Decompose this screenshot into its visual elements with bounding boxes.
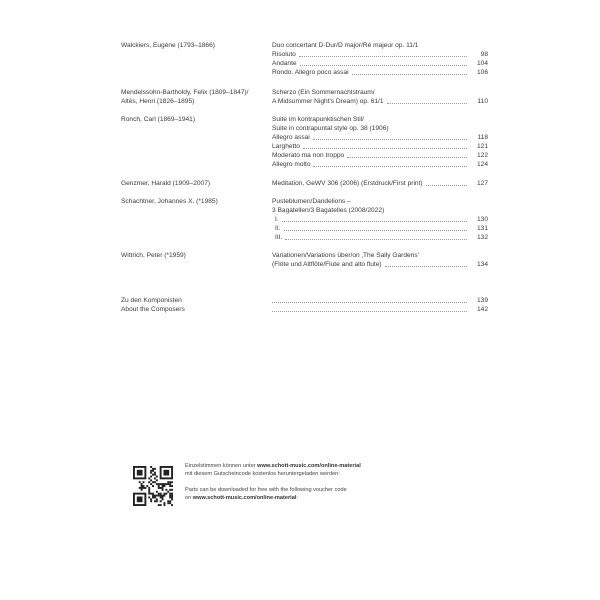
page-number: 122 (476, 152, 488, 159)
dot-leader (385, 260, 467, 267)
toc-line (272, 88, 488, 97)
appendix-title[interactable]: Zu den Komponisten (121, 297, 182, 304)
dot-leader (303, 142, 467, 149)
page-number: 127 (476, 180, 488, 187)
appendix-line (272, 305, 488, 314)
toc-line[interactable] (272, 224, 488, 233)
work-title: Variationen/Variations über/on ‚The Sally Gardens' (272, 252, 419, 259)
dot-leader (300, 59, 467, 66)
toc-line (272, 305, 488, 314)
work-list (272, 179, 488, 188)
composer-name: Genzmer, Harald (1909–2007) (121, 180, 211, 187)
page-number: 130 (476, 216, 488, 223)
work-title: A Midsummer Night's Dream) op. 61/1 (272, 98, 384, 105)
toc-line (272, 124, 488, 133)
qr-code-icon (133, 466, 173, 506)
voucher-url-en[interactable]: www.schott-music.com/online-material (192, 495, 297, 501)
voucher-url-de[interactable]: www.schott-music.com/online-material (257, 463, 361, 469)
toc-line[interactable] (272, 50, 488, 59)
work-title: II. (275, 225, 281, 232)
toc-line[interactable] (272, 215, 488, 224)
work-title: Pusteblumen/Dandelions – (272, 198, 351, 205)
dot-leader (284, 224, 468, 231)
page-number: 121 (476, 143, 488, 150)
toc-line[interactable] (272, 160, 488, 169)
page-number: 142 (476, 306, 488, 313)
work-title: Duo concertant D-Dur/D major/Ré majeur op. 11/1 (272, 42, 419, 49)
toc-line[interactable] (272, 260, 488, 269)
voucher-text: mit diesem Gutscheincode kostenlos heruntergeladen werden: (185, 471, 340, 477)
dot-leader (352, 68, 467, 75)
voucher-line-en-1 (185, 486, 347, 494)
work-title: I. (275, 216, 279, 223)
work-title: Rondo. Allegro poco assai (272, 69, 349, 76)
toc-line[interactable] (272, 142, 488, 151)
work-title: 3 Bagatellen/3 Bagatelles (2008/2022) (272, 207, 385, 214)
work-title: Larghetto (272, 143, 300, 150)
work-title: Risoluto (272, 51, 296, 58)
work-title: Allegro molto (272, 161, 311, 168)
work-title: Suite in contrapuntal style op. 38 (1906) (272, 125, 389, 132)
toc-line (272, 41, 488, 50)
toc-line[interactable] (272, 233, 488, 242)
page-number: 139 (476, 297, 488, 304)
work-title: Allegro assai (272, 134, 310, 141)
dot-leader (272, 305, 467, 312)
toc-line (272, 197, 488, 206)
voucher-line-de-2 (185, 470, 340, 478)
page-number: 134 (476, 261, 488, 268)
appendix-title[interactable]: About the Composers (121, 306, 185, 313)
work-title: Andante (272, 60, 297, 67)
work-list (272, 41, 488, 77)
toc-line (272, 115, 488, 124)
toc-line (272, 206, 488, 215)
dot-leader (282, 215, 467, 222)
qr-code-graphic (133, 466, 173, 506)
dot-leader (387, 97, 467, 104)
voucher-text: Parts can be downloaded for free with the following voucher code (185, 487, 347, 493)
dot-leader (347, 151, 467, 158)
dot-leader (313, 160, 467, 167)
work-title: Scherzo (Ein Sommernachtstraum/ (272, 89, 375, 96)
dot-leader (313, 133, 467, 140)
toc-line (272, 296, 488, 305)
page-number: 104 (476, 60, 488, 67)
work-title: Suite im kontrapunktischen Stil/ (272, 116, 364, 123)
toc-line[interactable] (272, 133, 488, 142)
composer-name: Wittrich, Peter (*1959) (121, 252, 186, 259)
page-number: 124 (476, 161, 488, 168)
toc-line[interactable] (272, 68, 488, 77)
toc-line (272, 251, 488, 260)
work-title: (Flöte und Altflöte/Flute and alto flute) (272, 261, 382, 268)
voucher-text: on (185, 495, 193, 501)
toc-line[interactable] (272, 97, 488, 106)
composer-name: Schachtner, Johannes X. (*1985) (121, 198, 218, 205)
composer-name: Ronch, Carl (1869–1941) (121, 116, 196, 123)
dot-leader (426, 179, 467, 186)
dot-leader (272, 296, 467, 303)
toc-line[interactable] (272, 151, 488, 160)
toc-line[interactable] (272, 59, 488, 68)
work-list (272, 251, 488, 269)
composer-name: Mendelssohn-Bartholdy, Felix (1809–1847)/ Altès, Henri (1826–1895) (121, 89, 249, 105)
dot-leader (285, 233, 467, 240)
page-number: 98 (480, 51, 488, 58)
toc-line[interactable] (272, 179, 488, 188)
page-number: 118 (477, 134, 488, 141)
work-title: Meditation, GeWV 306 (2006) (Erstdruck/First print) (272, 180, 423, 187)
voucher-line-en-2 (185, 494, 298, 502)
composer-name: Walckiers, Eugène (1793–1866) (121, 42, 215, 49)
appendix-line (272, 296, 488, 305)
page-number: 106 (476, 69, 488, 76)
voucher-text: Einzelstimmen können unter (185, 463, 258, 469)
work-title: Moderato ma non troppo (272, 152, 345, 159)
work-title: III. (275, 234, 283, 241)
dot-leader (299, 50, 467, 57)
page-number: 132 (476, 234, 488, 241)
voucher-text: : (296, 495, 298, 501)
page-number: 110 (477, 98, 488, 105)
work-list (272, 88, 488, 106)
voucher-line-de-1 (185, 462, 361, 470)
work-list (272, 115, 488, 169)
page-number: 131 (476, 225, 488, 232)
work-list (272, 197, 488, 242)
